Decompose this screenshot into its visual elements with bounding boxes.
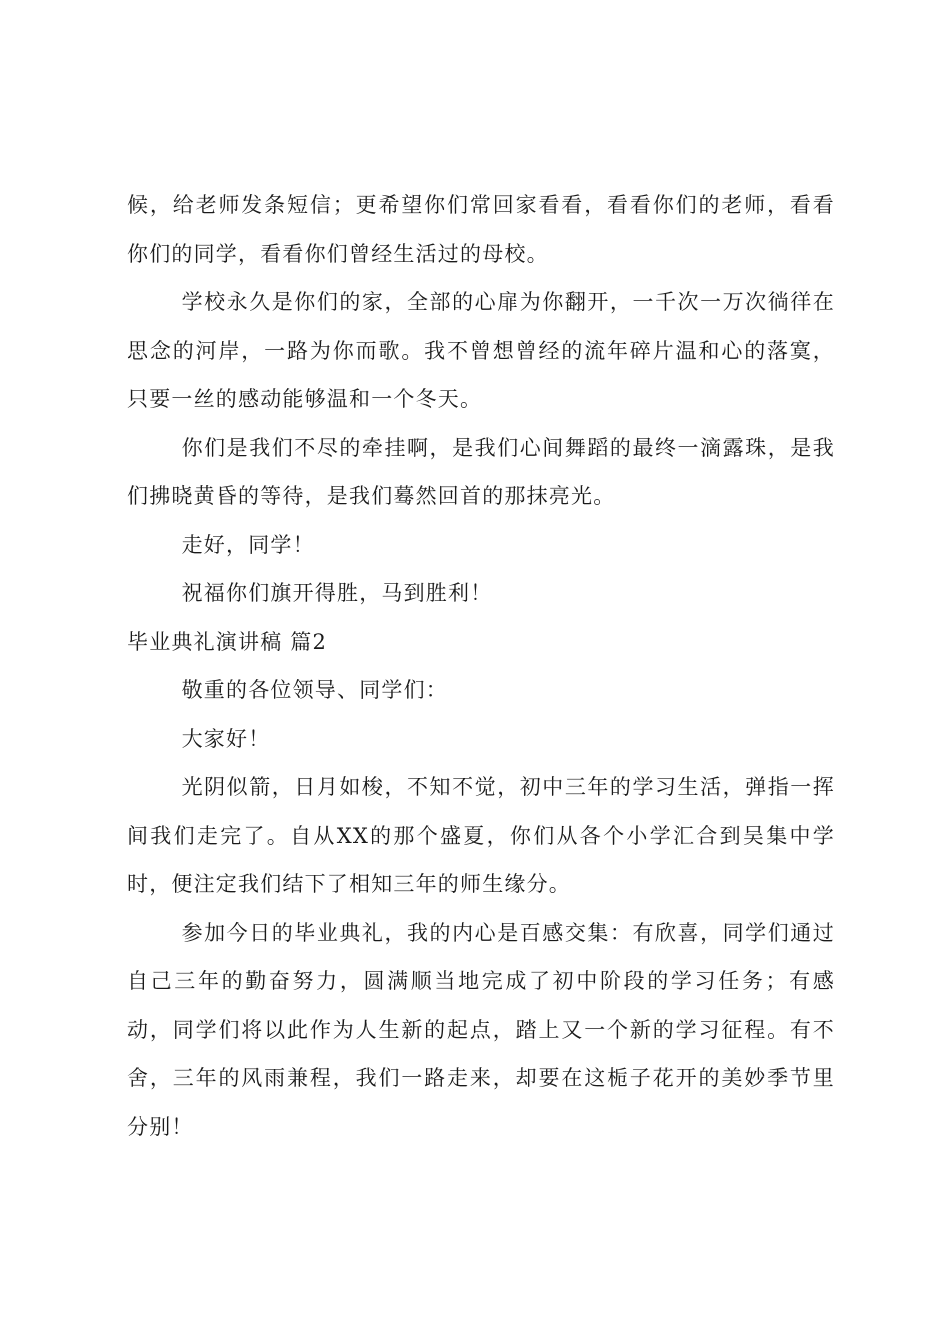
section-heading: 毕业典礼演讲稿 篇2 xyxy=(127,629,328,654)
document-body xyxy=(127,181,835,1151)
paragraph-continuation: 候，给老师发条短信；更希望你们常回家看看，看看你们的老师，看看你们的同学，看看你们曾经生活过的母校。 xyxy=(127,193,835,266)
paragraph-missing-you: 你们是我们不尽的牵挂啊，是我们心间舞蹈的最终一滴露珠，是我们拂晓黄昏的等待，是我们蓦然回首的那抹亮光。 xyxy=(127,435,835,508)
paragraph-school-home: 学校永久是你们的家，全部的心扉为你翻开，一千次一万次徜徉在思念的河岸，一路为你而歌。我不曾想曾经的流年碎片温和心的落寞，只要一丝的感动能够温和一个冬天。 xyxy=(127,290,835,411)
paragraph-salutation: 敬重的各位领导、同学们： xyxy=(181,678,448,702)
paragraph-ceremony-feelings: 参加今日的毕业典礼，我的内心是百感交集：有欣喜，同学们通过自己三年的勤奋努力，圆满顺当地完成了初中阶段的学习任务；有感动，同学们将以此作为人生新的起点，踏上又一个新的学习征程。有不舍，三年的风雨兼程，我们一路走来，却要在这栀子花开的美妙季节里分别！ xyxy=(127,920,835,1139)
paragraph-time-flies: 光阴似箭，日月如梭，不知不觉，初中三年的学习生活，弹指一挥间我们走完了。自从XX的那个盛夏，你们从各个小学汇合到吴集中学时，便注定我们结下了相知三年的师生缘分。 xyxy=(127,775,835,896)
paragraph-farewell: 走好，同学！ xyxy=(181,532,315,557)
paragraph-blessing: 祝福你们旗开得胜，马到胜利！ xyxy=(181,581,493,605)
paragraph-greeting: 大家好！ xyxy=(181,726,271,751)
